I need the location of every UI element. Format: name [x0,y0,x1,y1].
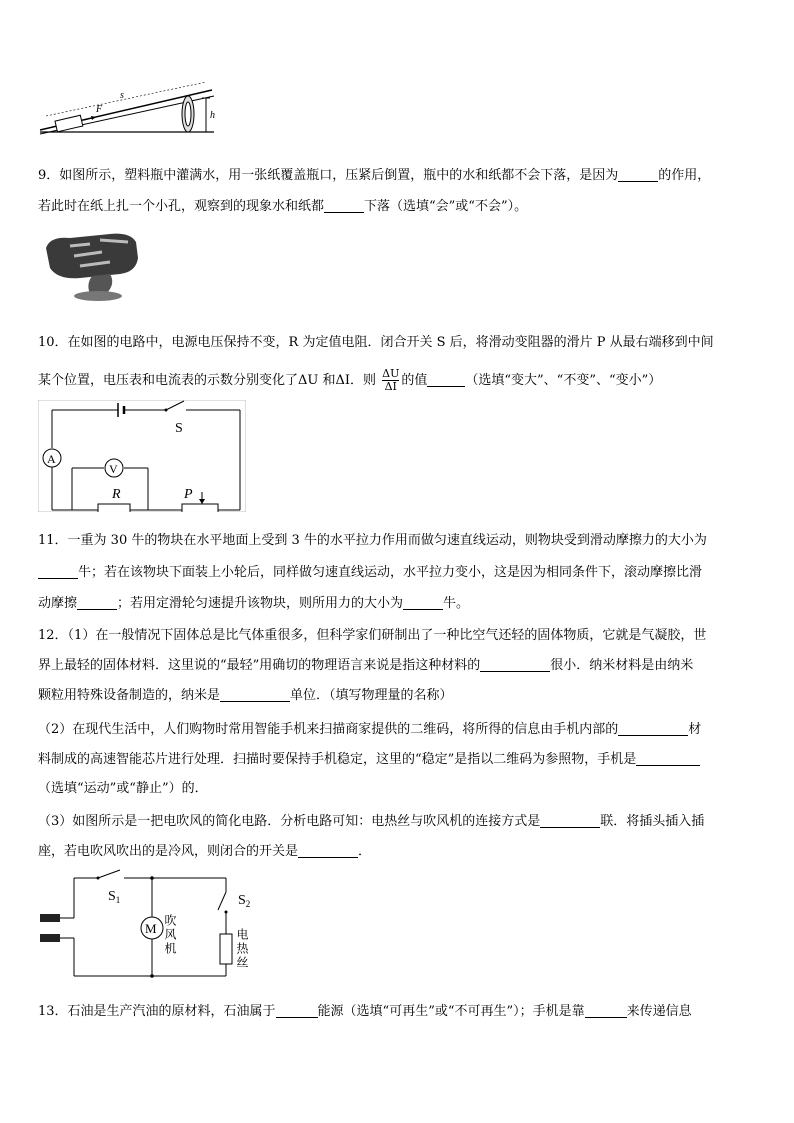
q9-text: 9．如图所示，塑料瓶中灌满水，用一张纸覆盖瓶口，压紧后倒置，瓶中的水和纸都不会下落，是因为 [38,168,619,183]
q12-text: （选填“运动”或“静止”）的． [38,781,208,796]
q9-blank-1[interactable] [618,167,658,182]
q12-text: 座，若电吹风吹出的是冷风，则闭合的开关是 [38,844,299,859]
slider-p-label: P [184,487,193,502]
s-label: s [120,90,124,101]
q12-p1-line2 [38,657,693,675]
q12-text: 12．（1）在一般情况下固体总是比气体重很多，但科学家们研制出了一种比空气还轻的固体物质，它就是气凝胶，世 [38,628,707,643]
q11-text: ；若用定滑轮匀速提升该物块，则所用力的大小为 [117,596,404,611]
q12-p3-line1 [38,813,704,831]
ammeter-label: A [47,452,56,466]
q12-blank-1[interactable] [480,657,550,672]
switch-s-label: S [175,421,183,436]
q12-p3-line2 [38,843,371,861]
q12-text: 联．将插头插入插 [600,814,705,829]
fraction-numerator: ΔU [382,367,400,380]
switch-s1-label: $S_1$ [108,889,121,905]
q12-p2-line3 [38,780,208,798]
q9-text: 若此时在纸上扎一个小孔，观察到的现象水和纸都 [38,199,325,214]
q12-text: 材 [688,722,702,737]
q11-line1 [38,532,707,550]
q11-line2 [38,564,702,582]
q12-blank-6[interactable] [298,843,358,858]
q12-blank-5[interactable] [540,813,600,828]
q11-blank-2[interactable] [77,595,117,610]
q9-line2 [38,198,527,216]
q11-blank-3[interactable] [403,595,443,610]
voltmeter-label: V [109,462,118,476]
f-label: F [96,104,103,115]
q9-text: 的作用， [658,168,711,183]
q13-text: 来传递信息 [626,1004,692,1019]
q9-text: 下落（选填“会”或“不会”）。 [364,199,528,214]
heater-label: 电热丝 [235,928,249,970]
q12-text: 料制成的高速智能芯片进行处理．扫描时要保持手机稳定，这里的“稳定”是指以二维码为参照物，手机是 [38,752,637,767]
h-label: h [210,110,215,121]
q13-text: 能源（选填“可再生”或“不可再生”）；手机是靠 [317,1004,585,1019]
motor-label: M [145,921,157,936]
q12-p2-line2 [38,751,700,769]
q11-text: 牛；若在该物块下面装上小轮后，同样做匀速直线运动，水平拉力变小，这是因为相同条件下，滚动摩擦比滑 [78,565,703,580]
fraction-denominator: ΔI [384,380,397,393]
switch-s2-label: $S_2$ [238,893,251,909]
q11-text: 动摩擦 [38,596,78,611]
q12-text: （3）如图所示是一把电吹风的简化电路．分析电路可知：电热丝与吹风机的连接方式是 [38,814,541,829]
hairdryer-circuit [38,868,270,983]
q12-text: （2）在现代生活中，人们购物时常用智能手机来扫描商家提供的二维码，将所得的信息由手机内部的 [38,722,619,737]
q13-text: 13．石油是生产汽油的原材料，石油属于 [38,1004,276,1019]
q12-text: 很小．纳米材料是由纳米 [550,658,694,673]
q10-text: 的值 [401,373,428,388]
q10-line1 [38,334,714,352]
q12-text: 界上最轻的固体材料．这里说的“最轻”用确切的物理语言来说是指这种材料的 [38,658,481,673]
q12-text: 单位．（填写物理量的名称） [290,688,453,703]
q12-p1-line3 [38,687,453,705]
bottle-figure [40,228,150,303]
q12-blank-3[interactable] [618,721,688,736]
q13-line1 [38,1003,692,1021]
q11-blank-1[interactable] [38,564,78,579]
q9-blank-2[interactable] [324,198,364,213]
q12-p1-line1 [38,627,706,645]
q10-line2 [38,368,661,393]
q12-text: 颗粒用特殊设备制造的，纳米是 [38,688,221,703]
q10-blank[interactable] [427,372,465,387]
q12-blank-2[interactable] [220,687,290,702]
q10-text: 某个位置，电压表和电流表的示数分别变化了ΔU 和ΔI．则 [38,373,377,388]
q13-blank-1[interactable] [276,1003,318,1018]
q10-text: 10．在如图的电路中，电源电压保持不变，R 为定值电阻．闭合开关 S 后，将滑动变阻器的滑片 P 从最右端移到中间 [38,335,714,350]
q10-text: （选填“变大”、“不变”、“变小”） [465,373,662,388]
q10-circuit [38,400,246,512]
resistor-r-label: R [112,487,121,502]
q12-text: ． [358,844,372,859]
q11-text: 牛。 [443,596,470,611]
q11-text: 11．一重为 30 牛的物块在水平地面上受到 3 牛的水平拉力作用而做匀速直线运动，则物块受到滑动摩擦力的大小为 [38,533,707,548]
blower-label: 吹风机 [163,914,177,956]
q11-line3 [38,595,469,613]
q9-line1 [38,167,710,185]
q12-blank-4[interactable] [636,751,700,766]
q12-p2-line1 [38,721,701,739]
q13-blank-2[interactable] [585,1003,627,1018]
q10-fraction [382,368,399,393]
incline-figure [36,82,226,152]
